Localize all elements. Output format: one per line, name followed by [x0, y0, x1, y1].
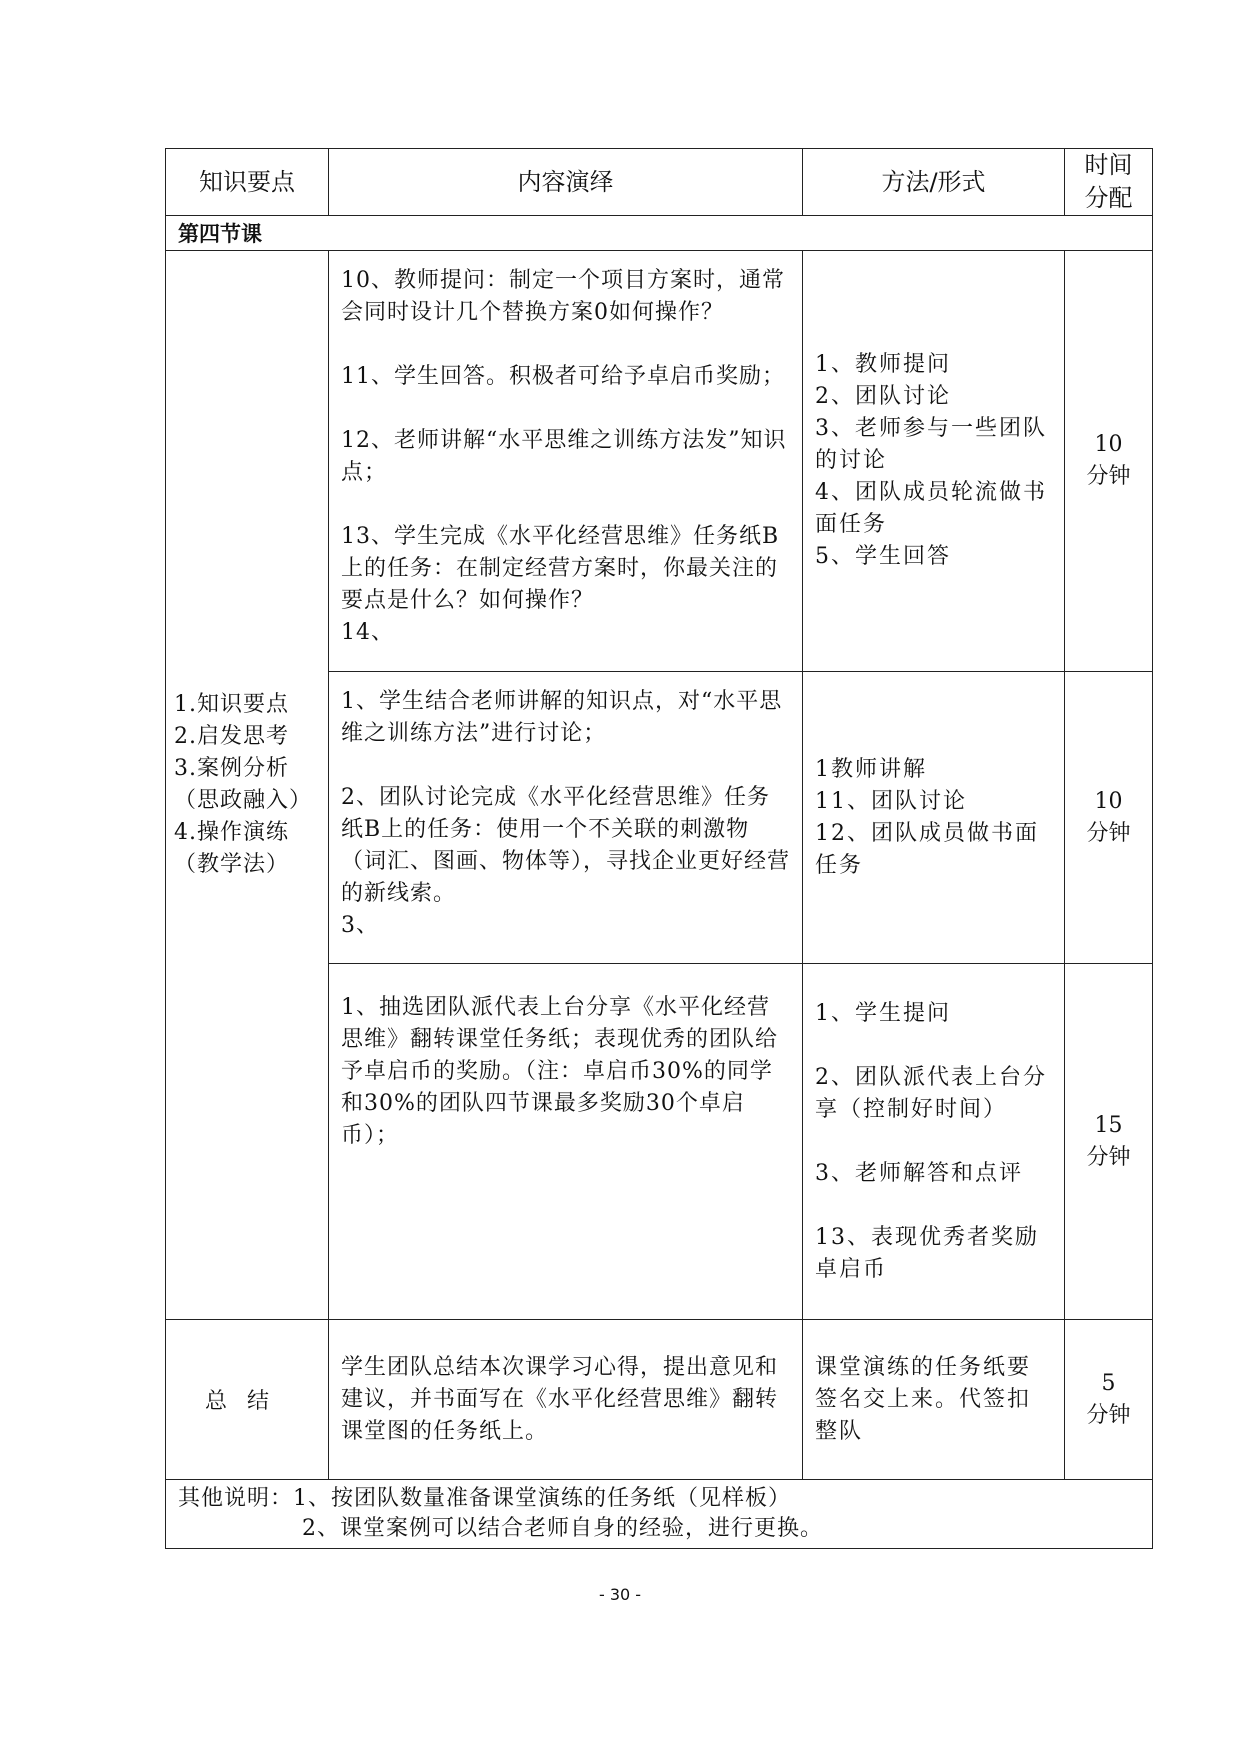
notes-line-1: 其他说明：1、按团队数量准备课堂演练的任务纸（见样板）	[178, 1486, 791, 1511]
method-item: 12、团队成员做书面任务	[815, 820, 1039, 878]
knowledge-points-cell	[166, 251, 329, 1320]
method-item: 5、学生回答	[815, 544, 951, 569]
method-item: 3、老师参与一些团队的讨论	[815, 416, 1047, 473]
time-cell	[1065, 672, 1153, 964]
time-unit: 分钟	[1086, 464, 1131, 489]
header-knowledge: 知识要点	[166, 149, 329, 216]
summary-label: 总结	[166, 1320, 329, 1480]
content-item: 2、团队讨论完成《水平化经营思维》任务纸B上的任务：使用一个不关联的刺激物（词汇、图画、物体等），寻找企业更好经营的新线索。	[341, 785, 791, 906]
content-cell	[329, 672, 803, 964]
content-item: 10、教师提问：制定一个项目方案时，通常会同时设计几个替换方案0如何操作？	[341, 268, 785, 325]
summary-content: 学生团队总结本次课学习心得，提出意见和建议，并书面写在《水平化经营思维》翻转课堂图的任务纸上。	[329, 1320, 803, 1480]
notes-cell	[166, 1480, 1153, 1549]
section-row	[166, 216, 1153, 251]
knowledge-point: 2.启发思考	[174, 724, 289, 749]
time-unit: 分钟	[1086, 1402, 1131, 1428]
header-row	[166, 149, 1153, 216]
method-item: 2、团队讨论	[815, 384, 951, 409]
knowledge-point: 4.操作演练	[174, 820, 289, 845]
time-value: 15	[1094, 1112, 1123, 1138]
time-value: 10	[1094, 432, 1123, 457]
header-time-line1: 时间	[1084, 151, 1133, 179]
header-time-line2: 分配	[1084, 184, 1133, 212]
summary-time-cell	[1065, 1320, 1153, 1480]
time-unit: 分钟	[1086, 820, 1131, 846]
knowledge-point: 1.知识要点	[174, 692, 289, 717]
method-item: 2、团队派代表上台分享（控制好时间）	[815, 1064, 1047, 1122]
method-cell	[803, 672, 1065, 964]
header-time	[1065, 149, 1153, 216]
content-item: 12、老师讲解“水平思维之训练方法发”知识点；	[341, 428, 787, 485]
table-row	[166, 251, 1153, 672]
content-item: 1、抽选团队派代表上台分享《水平化经营思维》翻转课堂任务纸；表现优秀的团队给予卓启币的奖励。（注：卓启币30%的同学和30%的团队四节课最多奖励30个卓启币）；	[341, 995, 779, 1148]
knowledge-point: （思政融入）	[174, 788, 313, 813]
header-method: 方法/形式	[803, 149, 1065, 216]
method-cell	[803, 964, 1065, 1320]
content-item: 3、	[341, 913, 379, 938]
summary-method: 课堂演练的任务纸要签名交上来。代签扣整队	[803, 1320, 1065, 1480]
method-cell	[803, 251, 1065, 672]
content-item: 13、学生完成《水平化经营思维》任务纸B上的任务：在制定经营方案时，你最关注的要点是什么？如何操作？	[341, 524, 780, 613]
method-item: 3、老师解答和点评	[815, 1160, 1023, 1186]
method-item: 1、教师提问	[815, 352, 951, 377]
method-item: 1教师讲解	[815, 756, 927, 782]
content-cell	[329, 964, 803, 1320]
content-item: 14、	[341, 620, 394, 645]
header-content: 内容演绎	[329, 149, 803, 216]
content-item: 1、学生结合老师讲解的知识点，对“水平思维之训练方法”进行讨论；	[341, 689, 783, 746]
method-item: 1、学生提问	[815, 1000, 951, 1026]
notes-row	[166, 1480, 1153, 1549]
notes-line-2: 2、课堂案例可以结合老师自身的经验，进行更换。	[302, 1516, 823, 1541]
knowledge-point: （教学法）	[174, 852, 290, 877]
summary-row	[166, 1320, 1153, 1480]
time-value: 10	[1094, 788, 1123, 814]
knowledge-point: 3.案例分析	[174, 756, 289, 781]
time-cell	[1065, 251, 1153, 672]
content-item: 11、学生回答。积极者可给予卓启币奖励；	[341, 364, 785, 389]
time-cell	[1065, 964, 1153, 1320]
method-item: 13、表现优秀者奖励卓启币	[815, 1224, 1039, 1282]
time-unit: 分钟	[1086, 1144, 1131, 1170]
time-value: 5	[1101, 1370, 1116, 1396]
section-title: 第四节课	[166, 216, 1153, 251]
method-item: 4、团队成员轮流做书面任务	[815, 480, 1047, 537]
lesson-plan-table	[165, 148, 1153, 1549]
page-number: - 30 -	[598, 1585, 642, 1604]
content-cell	[329, 251, 803, 672]
method-item: 11、团队讨论	[815, 788, 967, 814]
